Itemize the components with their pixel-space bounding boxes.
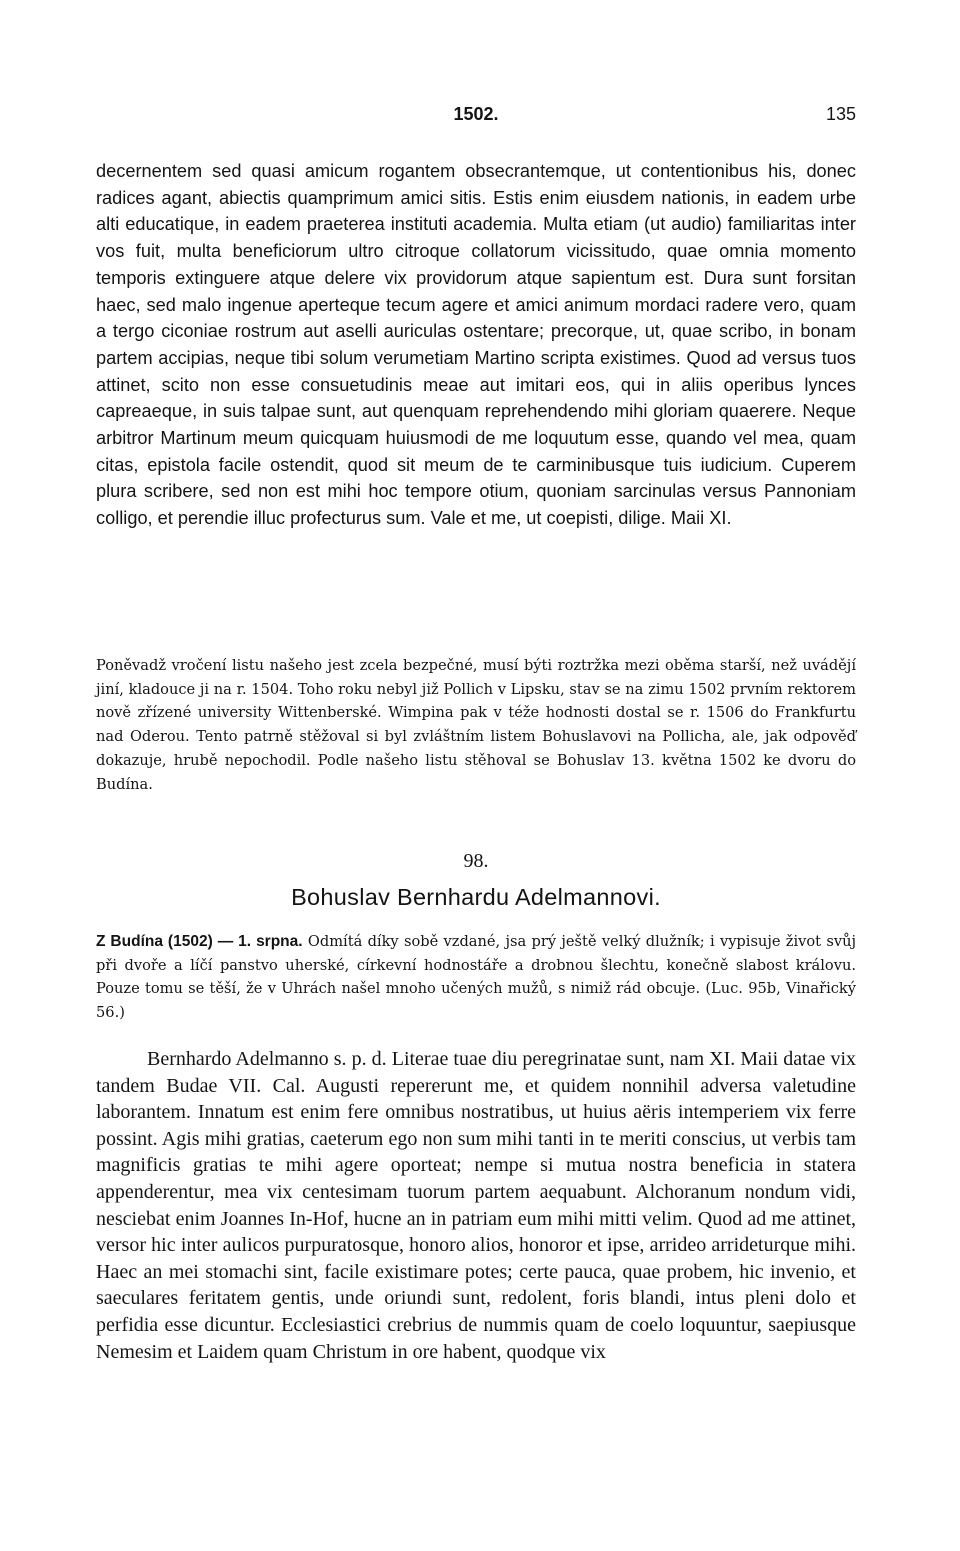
letter-body-block	[96, 1046, 856, 1365]
page-number: 135	[825, 104, 856, 124]
letter-title: Bohuslav Bernhardu Adelmannovi.	[291, 884, 661, 910]
editorial-commentary: Poněvadž vročení listu našeho jest zcela bezpečné, musí býti roztržka mezi oběma starší, než uvádějí jiní, kladouce ji na r. 1504. Toho roku nebyl již Pollich v Lipsku, stav se na zimu 1502 prvním rektorem nově zřízené university Wittenberské. Wimpina pak v téže hodnosti dostal se r. 1506 do Frankfurtu nad Oderou. Tento patrně stěžoval si byl zvláštním listem Bohuslavovi na Pollicha, ale, jak odpověď dokazuje, hrubě nepochodil. Podle našeho listu stěhoval se Bohuslav 13. května 1502 ke dvoru do Budína.	[96, 657, 856, 793]
running-head-year: 1502.	[453, 104, 499, 124]
letter-summary: Odmítá díky sobě vzdané, jsa prý ještě velký dlužník; i vypisuje život svůj při dvoře a líčí panstvo uherské, církevní hodnostáře a drobnou šlechtu, konečně slabost královu. Pouze tomu se těší, že v Uhrách našel mnoho učených mužů, s nimiž rád obcuje. (Luc. 95b, Vinařický 56.)	[96, 933, 857, 1022]
letter-continuation-paragraph: decernentem sed quasi amicum rogantem obsecrantemque, ut contentionibus his, donec radices agant, abiectis quamprimum amici sitis. Estis enim eiusdem nationis, in eadem urbe alti educatique, in eadem praeterea instituti academia. Multa etiam (ut audio) familiaritas inter vos fuit, multa beneficiorum ultro citroque collatorum vicissitudo, quae omnia momento temporis extinguere atque delere vix providorum atque sapientum est. Dura sunt forsitan haec, sed malo ingenue aperteque tecum agere et amici animum mordaci radere vero, quam a tergo ciconiae rostrum aut aselli auriculas ostentare; precorque, ut, quae scribo, in bonam partem accipias, neque tibi solum verumetiam Martino scripta existimes. Quod ad versus tuos attinet, scito non esse consuetudinis meae aut imitari eos, qui in aliis operibus lynces capreaeque, in suis talpae sunt, aut quenquam reprehendendo mihi gloriam quaerere. Neque arbitror Martinum meum quicquam huiusmodi de me loquutum esse, quando vel mea, quam citas, epistola facile ostendit, quod sit meum de te carminibusque tuis iudicium. Cuperem plura scribere, sed non est mihi hoc tempore otium, quoniam sarcinulas versus Pannoniam colligo, et perendie illuc profecturus sum. Vale et me, ut coepisti, dilige. Maii XI.	[96, 161, 856, 529]
letter-summary-block	[96, 930, 856, 1025]
letter-number: 98.	[463, 850, 489, 872]
letter-dateline: Z Budína (1502) — 1. srpna.	[96, 933, 303, 950]
running-head	[96, 104, 856, 130]
letter-body: Bernhardo Adelmanno s. p. d. Literae tuae diu peregrinatae sunt, nam XI. Maii datae vix tandem Budae VII. Cal. Augusti repererunt me, et quidem nonnihil adversa valetudine laborantem. Innatum est enim fere omnibus nostratibus, ut huius aëris intemperiem vix ferre possint. Agis mihi gratias, caeterum ego non sum mihi tanti in te meriti conscius, ut verbis tam magnificis gratias te mihi agere oporteat; nempe si mutua nostra beneficia in statera appenderentur, mea vix centesimam tuorum partem aequabunt. Alchoranum nondum vidi, nesciebat enim Joannes In-Hof, hucne an in patriam eum mihi mitti velim. Quod ad me attinet, versor hic inter aulicos purpuratosque, honoro alios, honoror et ipse, arrideo arrideturque mihi. Haec an mei stomachi sint, facile existimare potes; certe pauca, quae probem, hic invenio, et saeculares feritatem gentis, unde oriundi sunt, redolent, foris blandi, intus pleni dolo et perfidia esse dicuntur. Ecclesiastici crebrius de nummis quam de coelo loquuntur, saepiusque Nemesim et Laidem quam Christum in ore habent, quodque vix	[96, 1048, 856, 1363]
